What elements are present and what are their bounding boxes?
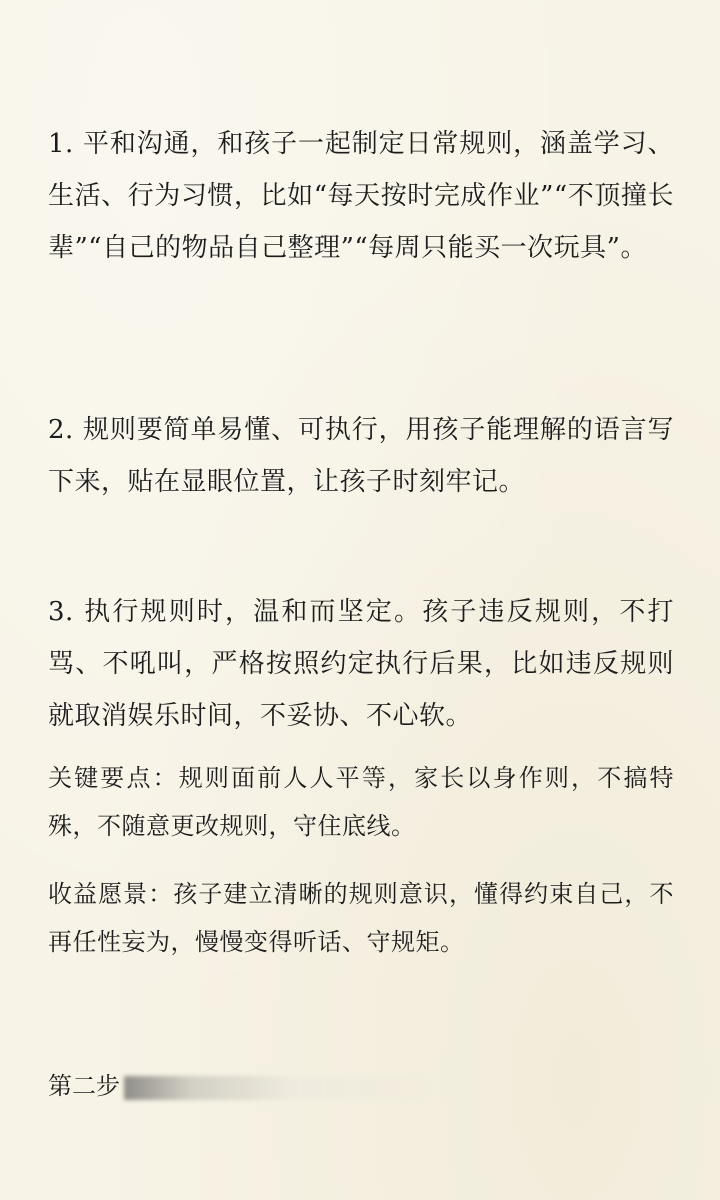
next-step-heading — [48, 1062, 674, 1110]
benefits-text: 收益愿景：孩子建立清晰的规则意识，懂得约束自己，不再任性妄为，慢慢变得听话、守规矩。 — [48, 880, 674, 956]
next-step-label: 第二步 — [48, 1072, 120, 1100]
key-points-text: 关键要点：规则面前人人平等，家长以身作则，不搞特殊，不随意更改规则，守住底线。 — [48, 764, 674, 840]
paragraph-3: 3. 执行规则时，温和而坚定。孩子违反规则，不打骂、不吼叫，严格按照约定执行后果，比如违反规则就取消娱乐时间，不妥协、不心软。 — [48, 597, 674, 731]
paragraph-2: 2. 规则要简单易懂、可执行，用孩子能理解的语言写下来，贴在显眼位置，让孩子时刻牢记。 — [48, 415, 674, 497]
paragraph-1: 1. 平和沟通，和孩子一起制定日常规则，涵盖学习、生活、行为习惯，比如“每天按时完成作业”“不顶撞长辈”“自己的物品自己整理”“每周只能买一次玩具”。 — [48, 129, 674, 263]
faded-text-overlay — [124, 1076, 674, 1100]
